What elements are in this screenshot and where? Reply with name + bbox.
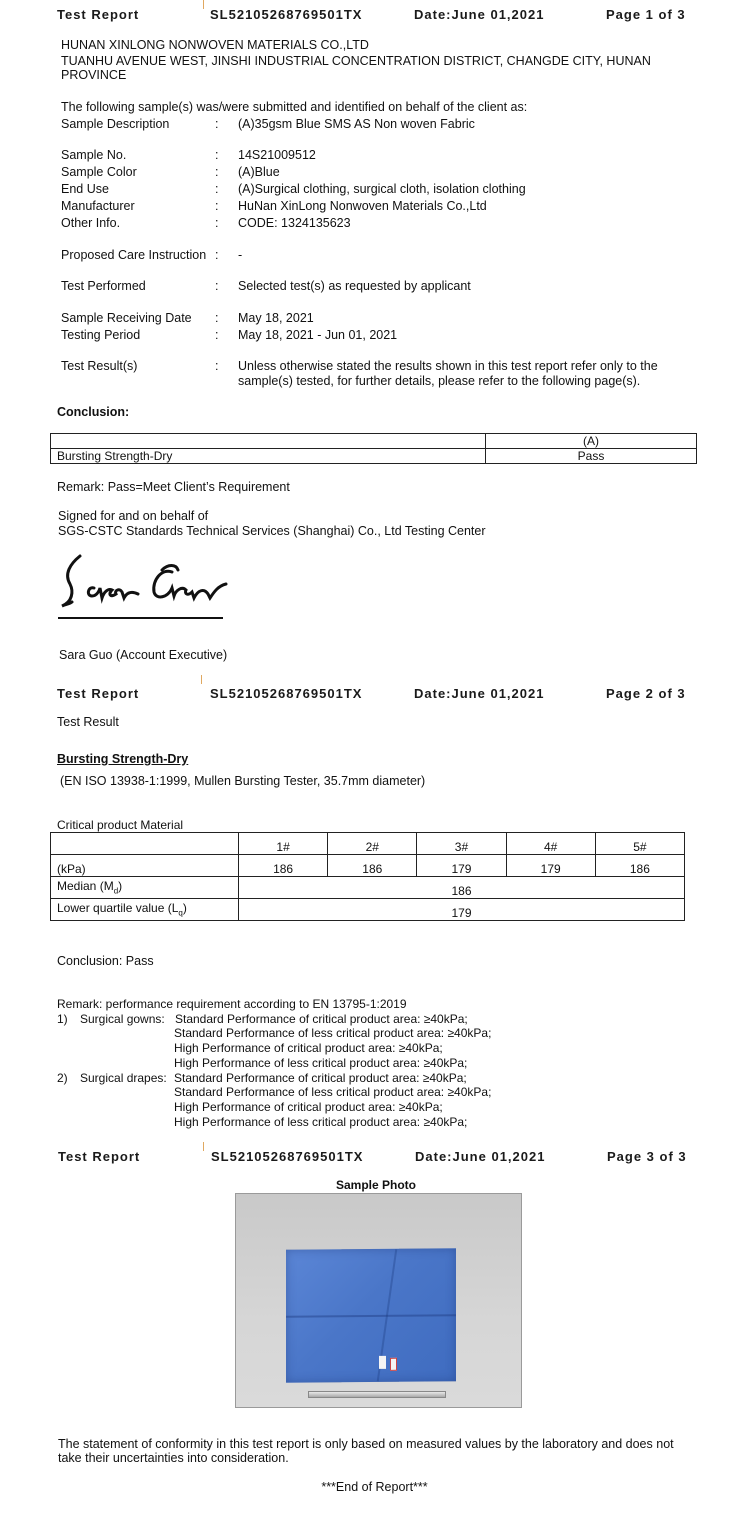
requirement-item: Surgical drapes: — [80, 1070, 167, 1085]
field-colon: : — [215, 199, 219, 213]
test-method: (EN ISO 13938-1:1999, Mullen Bursting Tester, 35.7mm diameter) — [60, 774, 426, 788]
signature-underline — [58, 617, 223, 619]
sample-photo — [235, 1193, 522, 1408]
table-cell: 186 — [239, 877, 685, 899]
table-cell: 2# — [328, 833, 417, 855]
field-value: Unless otherwise stated the results shown in this test report refer only to the — [238, 359, 658, 373]
table-cell: 186 — [595, 855, 684, 877]
field-value-cont: sample(s) tested, for further details, please refer to the following page(s). — [238, 374, 641, 388]
field-colon: : — [215, 165, 219, 179]
signed-line-2: SGS-CSTC Standards Technical Services (Shanghai) Co., Ltd Testing Center — [58, 524, 486, 538]
table-cell: 186 — [328, 855, 417, 877]
table-cell: 179 — [506, 855, 595, 877]
requirement-item: Surgical gowns: — [80, 1011, 165, 1026]
table-caption: Critical product Material — [57, 818, 184, 832]
requirement-line: Standard Performance of less critical product area: ≥40kPa; — [174, 1085, 492, 1100]
field-colon: : — [215, 148, 219, 162]
table-cell: 3# — [417, 833, 506, 855]
requirement-number: 2) — [57, 1070, 68, 1085]
signed-line-1: Signed for and on behalf of — [58, 509, 209, 523]
end-of-report: ***End of Report*** — [321, 1480, 428, 1494]
page-header-3 — [0, 1149, 749, 1169]
requirement-gowns — [57, 1011, 492, 1071]
table-cell: Pass — [486, 449, 697, 464]
field-value: (A)35gsm Blue SMS AS Non woven Fabric — [238, 117, 475, 131]
table-cell — [51, 899, 239, 921]
report-date: Date:June 01,2021 — [414, 7, 545, 22]
conformity-statement-line1: The statement of conformity in this test report is only based on measured values by the laboratory and does not — [58, 1437, 674, 1451]
page-header-1 — [0, 7, 749, 27]
photo-title: Sample Photo — [335, 1178, 416, 1192]
requirements-block — [57, 997, 492, 1130]
field-label: Sample Receiving Date — [61, 311, 192, 325]
fabric-tag — [390, 1358, 397, 1371]
field-colon: : — [215, 311, 219, 325]
client-name: HUNAN XINLONG NONWOVEN MATERIALS CO.,LTD — [61, 38, 369, 52]
intro-text: The following sample(s) was/were submitted and identified on behalf of the client as: — [61, 100, 528, 114]
row-label-suffix: ) — [118, 878, 123, 893]
row-label-subscript: q — [178, 908, 183, 917]
fabric-tag — [379, 1356, 386, 1369]
table-row — [51, 449, 697, 464]
field-label: End Use — [61, 182, 109, 196]
field-value: CODE: 1324135623 — [238, 216, 351, 230]
table-cell — [51, 877, 239, 899]
field-value: - — [238, 248, 243, 262]
table-cell: 179 — [239, 899, 685, 921]
requirement-line: Standard Performance of less critical product area: ≥40kPa; — [174, 1026, 492, 1041]
field-label: Test Performed — [61, 279, 146, 293]
fabric-sample — [286, 1248, 456, 1382]
results-table — [50, 832, 685, 921]
row-label: Lower quartile value (L — [57, 900, 179, 915]
requirement-line: High Performance of critical product area: ≥40kPa; — [174, 1041, 443, 1056]
field-value: 14S21009512 — [238, 148, 316, 162]
field-label: Testing Period — [61, 328, 141, 342]
requirement-line: Standard Performance of critical product area: ≥40kPa; — [175, 1011, 468, 1026]
field-label: Manufacturer — [61, 199, 135, 213]
field-label: Sample No. — [61, 148, 127, 162]
requirement-number: 1) — [57, 1011, 68, 1026]
table-cell: (kPa) — [51, 855, 239, 877]
signatory-name: Sara Guo (Account Executive) — [59, 648, 228, 662]
steel-ruler — [308, 1391, 446, 1398]
table-cell: 179 — [417, 855, 506, 877]
field-colon: : — [215, 182, 219, 196]
table-cell — [51, 434, 486, 449]
page-number: Page 1 of 3 — [606, 7, 686, 22]
row-label: Median (M — [57, 878, 114, 893]
report-date: Date:June 01,2021 — [414, 686, 545, 701]
report-title: Test Report — [57, 7, 140, 22]
report-number: SL52105268769501TX — [211, 1149, 364, 1164]
row-label-suffix: ) — [182, 900, 187, 915]
requirement-line: High Performance of critical product area: ≥40kPa; — [174, 1100, 443, 1115]
requirement-line: High Performance of less critical product area: ≥40kPa; — [174, 1055, 468, 1070]
table-header-row — [51, 833, 685, 855]
page-number: Page 2 of 3 — [606, 686, 686, 701]
report-title: Test Report — [57, 686, 140, 701]
field-value: (A)Surgical clothing, surgical cloth, isolation clothing — [238, 182, 526, 196]
field-colon: : — [215, 279, 219, 293]
page-header-2 — [0, 686, 749, 706]
table-cell: 5# — [595, 833, 684, 855]
field-colon: : — [215, 248, 219, 262]
table-cell: (A) — [486, 434, 697, 449]
field-value: HuNan XinLong Nonwoven Materials Co.,Ltd — [238, 199, 487, 213]
table-row — [51, 877, 685, 899]
signature-image — [58, 550, 248, 614]
field-colon: : — [215, 359, 219, 373]
conclusion-table — [50, 433, 697, 464]
field-value: (A)Blue — [238, 165, 280, 179]
field-value: Selected test(s) as requested by applicant — [238, 279, 471, 293]
client-address-line2: PROVINCE — [61, 68, 127, 82]
field-label: Sample Description — [61, 117, 170, 131]
field-value: May 18, 2021 — [238, 311, 314, 325]
table-row — [51, 899, 685, 921]
field-value: May 18, 2021 - Jun 01, 2021 — [238, 328, 398, 342]
field-colon: : — [215, 216, 219, 230]
field-label: Test Result(s) — [61, 359, 138, 373]
row-label-subscript: d — [113, 886, 119, 895]
requirement-line: Standard Performance of critical product area: ≥40kPa; — [174, 1070, 467, 1085]
field-colon: : — [215, 328, 219, 342]
test-name: Bursting Strength-Dry — [57, 752, 189, 766]
table-cell — [51, 833, 239, 855]
table-cell: Bursting Strength-Dry — [51, 449, 486, 464]
report-date: Date:June 01,2021 — [415, 1149, 546, 1164]
table-header-row — [51, 434, 697, 449]
table-cell: 4# — [506, 833, 595, 855]
remark-text: Remark: Pass=Meet Client’s Requirement — [57, 480, 290, 494]
report-number: SL52105268769501TX — [210, 7, 363, 22]
header-marker — [201, 675, 202, 684]
page-number: Page 3 of 3 — [607, 1149, 687, 1164]
conclusion-text: Conclusion: Pass — [57, 954, 154, 968]
table-cell: 186 — [239, 855, 328, 877]
table-row — [51, 855, 685, 877]
section-title: Test Result — [57, 715, 119, 729]
conformity-statement-line2: take their uncertainties into consideration. — [58, 1451, 289, 1465]
requirement-line: High Performance of less critical product area: ≥40kPa; — [174, 1114, 468, 1129]
remark-heading: Remark: performance requirement according to EN 13795-1:2019 — [57, 997, 407, 1011]
field-colon: : — [215, 117, 219, 131]
table-cell: 1# — [239, 833, 328, 855]
field-label: Sample Color — [61, 165, 137, 179]
report-title: Test Report — [58, 1149, 141, 1164]
field-label: Other Info. — [61, 216, 121, 230]
client-address-line1: TUANHU AVENUE WEST, JINSHI INDUSTRIAL CONCENTRATION DISTRICT, CHANGDE CITY, HUNAN — [61, 54, 651, 68]
fabric-fold — [286, 1314, 456, 1317]
field-label: Proposed Care Instruction — [61, 248, 207, 262]
requirement-drapes — [57, 1070, 492, 1130]
report-number: SL52105268769501TX — [210, 686, 363, 701]
conclusion-heading: Conclusion: — [57, 405, 130, 419]
